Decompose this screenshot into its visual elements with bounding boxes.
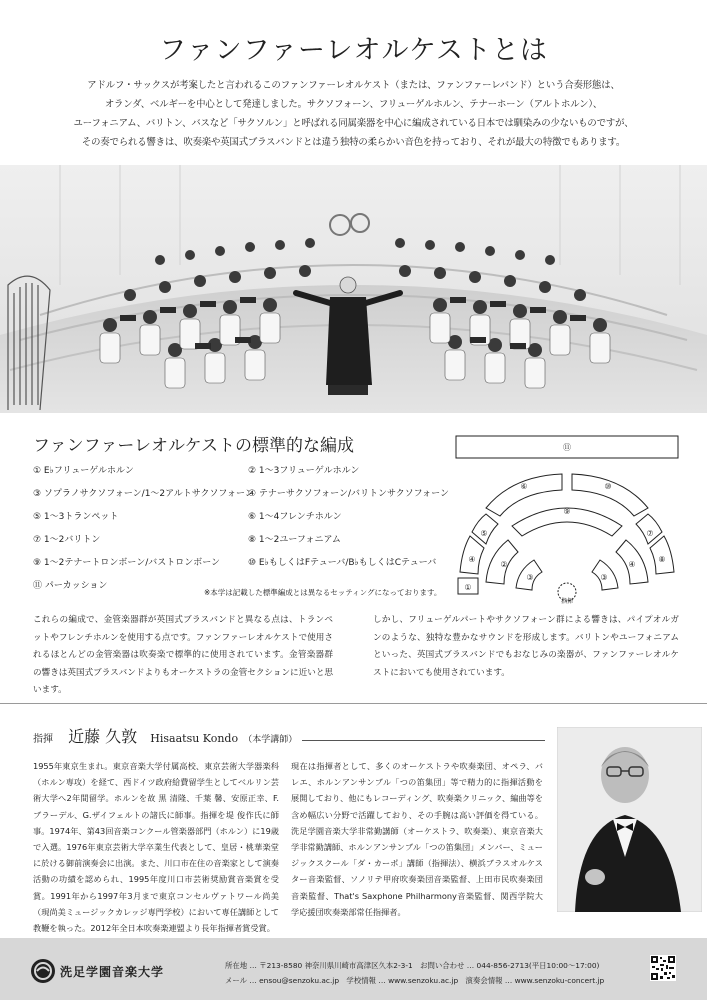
- footer: [0, 938, 707, 1000]
- intro-text: [40, 76, 667, 152]
- heading-rule: [302, 740, 545, 741]
- paragraph-left: これらの編成で、金管楽器群が英国式ブラスバンドと異なる点は、トランペットやフレンチホルンを使用する点です。ファンファーレオルケストで使用されるほとんどの金管楽器は吹奏楽で標準的に使用されています。金管楽器群の響きは英国式ブラスバンドよりもオーケストラの金管セクションに近いと思います。: [33, 615, 334, 695]
- conductor-name: 近藤 久敦: [68, 727, 138, 746]
- diagram-label: ⑦: [646, 529, 654, 538]
- footer-address: 所在地 … 〒213-8580 神奈川県川崎市高津区久本2-3-1 お問い合わせ … 044-856-2713(平日10:00～17:00): [225, 961, 600, 970]
- diagram-label: ⑪: [563, 443, 571, 452]
- diagram-label: ③: [526, 573, 534, 582]
- diagram-label: ①: [464, 583, 472, 592]
- formation-item: ② 1～3フリューゲルホルン: [248, 466, 360, 476]
- conductor-bio-right: 現在は指揮者として、多くのオーケストラや吹奏楽団、オペラ、バレエ、ホルンアンサンブル「つの笛集団」等で精力的に指揮活動を展開しており、他にもレコーディング、吹奏楽クリニック、編曲等を含め幅広い分野で活躍しており、その手腕は高い評価を得ている。洗足学園音楽大学非常勤講師（オーケストラ、吹奏楽）、東京音楽大学非常勤講師、ホルンアンサンブル「つの笛集団」メンバー、ミュージックスクール「ダ・カーポ」講師（指揮法）、横浜ブラスオルケスター音楽監督、ソノリテ甲府吹奏楽団音楽監督、上田市民吹奏楽団音楽監督、That's Saxphone Philharmony音楽監督、関西学院大学応援団吹奏楽部常任指揮者。: [291, 761, 543, 917]
- footer-links[interactable]: メール … ensou@senzoku.ac.jp 学校情報 … www.senzoku.ac.jp 演奏会情報 … www.senzoku-concert.jp: [225, 976, 605, 985]
- diagram-label: ③: [600, 573, 608, 582]
- intro-line: オランダ、ベルギーを中心として発達しました。サクソフォーン、フリューゲルホルン、テナーホーン（アルトホルン）、: [104, 99, 603, 110]
- formation-item: ⑧ 1～2ユーフォニアム: [248, 535, 341, 545]
- diagram-label: ⑥: [520, 482, 528, 491]
- diagram-label: ④: [628, 560, 636, 569]
- formation-item: ① E♭フリューゲルホルン: [33, 466, 134, 476]
- diagram-label: ⑨: [563, 507, 571, 516]
- formation-item: ⑦ 1～2バリトン: [33, 535, 101, 545]
- intro-line: ユーフォニアム、バリトン、バスなど「サクソルン」と呼ばれる同属楽器を中心に編成されている日本では馴染みの少ないものですが、: [73, 118, 634, 129]
- diagram-label: ⑤: [480, 529, 488, 538]
- formation-item: ③ ソプラノサクソフォーン/1～2アルトサクソフォーン: [33, 489, 254, 499]
- diagram-label: ②: [500, 560, 508, 569]
- orchestra-photo-graphic: [0, 165, 707, 413]
- conductor-roman-name: Hisaatsu Kondo: [150, 732, 239, 745]
- intro-line: その奏でられる響きは、吹奏楽や英国式ブラスバンドとは違う独特の柔らかい音色を持っており、それが最大の特徴でもあります。: [81, 137, 626, 148]
- conductor-bio-left: 1955年東京生まれ。東京音楽大学付属高校、東京芸術大学器楽科（ホルン専攻）を経て、西ドイツ政府給費留学生としてベルリン芸術大学へ2年間留学。ホルンを故 黒 清隆、千葉 馨、安原正幸、F.ブラーデル、G.ザイフェルトの諸氏に師事。指揮を堤 俊作氏に師事。1974年、第43回音楽コンクール管楽器部門（ホルン）に19歳で入選。1976年東京芸術大学卒業生代表として、皇居・桃華楽堂に於ける御前演奏会に出演。また、川口市在住の音楽家として演奏活動の功績を認められ、1995年度川口市芸術奨励賞音楽賞を受賞。1991年から1997年3月まで東京コンセルヴァトワール尚美（現尚美ミュージックカレッジ専門学校）において専任講師として教鞭を執った。2012年全日本吹奏楽連盟より長年指揮者賞受賞。: [33, 761, 279, 934]
- formation-item: ⑩ E♭もしくはFテューバ/B♭もしくはCテューバ: [248, 558, 437, 568]
- formation-item: ⑪ パーカッション: [33, 581, 108, 591]
- formation-title: ファンファーレオルケストの標準的な編成: [33, 436, 354, 456]
- qr-code-icon[interactable]: [650, 955, 676, 981]
- diagram-conductor-label: 指揮: [560, 598, 574, 605]
- formation-item: ④ テナーサクソフォーン/バリトンサクソフォーン: [248, 489, 449, 499]
- formation-note: ※本学は記載した標準編成とは異なるセッティングになっております。: [204, 588, 442, 597]
- formation-item: ⑤ 1～3トランペット: [33, 512, 119, 522]
- formation-item: ⑨ 1～2テナートロンボーン/バストロンボーン: [33, 558, 221, 568]
- diagram-label: ⑩: [604, 482, 612, 491]
- page-title: ファンファーレオルケストとは: [159, 35, 548, 66]
- conductor-heading: [33, 724, 297, 747]
- intro-line: アドルフ・サックスが考案したと言われるこのファンファーレオルケスト（または、ファンファーレバンド）という合奏形態は、: [87, 80, 620, 91]
- conductor-note: （本学講師）: [243, 735, 298, 745]
- paragraph-right: しかし、フリューゲルパートやサクソフォーン群による響きは、パイプオルガンのような、独特な豊かなサウンドを形成します。バリトンやユーフォニアムといった、英国式ブラスバンドでもおなじみの楽器が、ファンファーレオルケストにおいても使用されています。: [373, 615, 679, 678]
- seating-diagram: [452, 432, 682, 607]
- conductor-portrait: [557, 727, 702, 912]
- orchestra-photo: [0, 165, 707, 413]
- diagram-label: ⑧: [658, 555, 666, 564]
- section-divider: [0, 703, 707, 704]
- university-logo-icon: [30, 958, 56, 984]
- formation-item: ⑥ 1～4フレンチホルン: [248, 512, 342, 522]
- diagram-label: ④: [468, 555, 476, 564]
- conductor-role: 指揮: [33, 734, 53, 745]
- university-name: 洗足学園音楽大学: [60, 965, 165, 979]
